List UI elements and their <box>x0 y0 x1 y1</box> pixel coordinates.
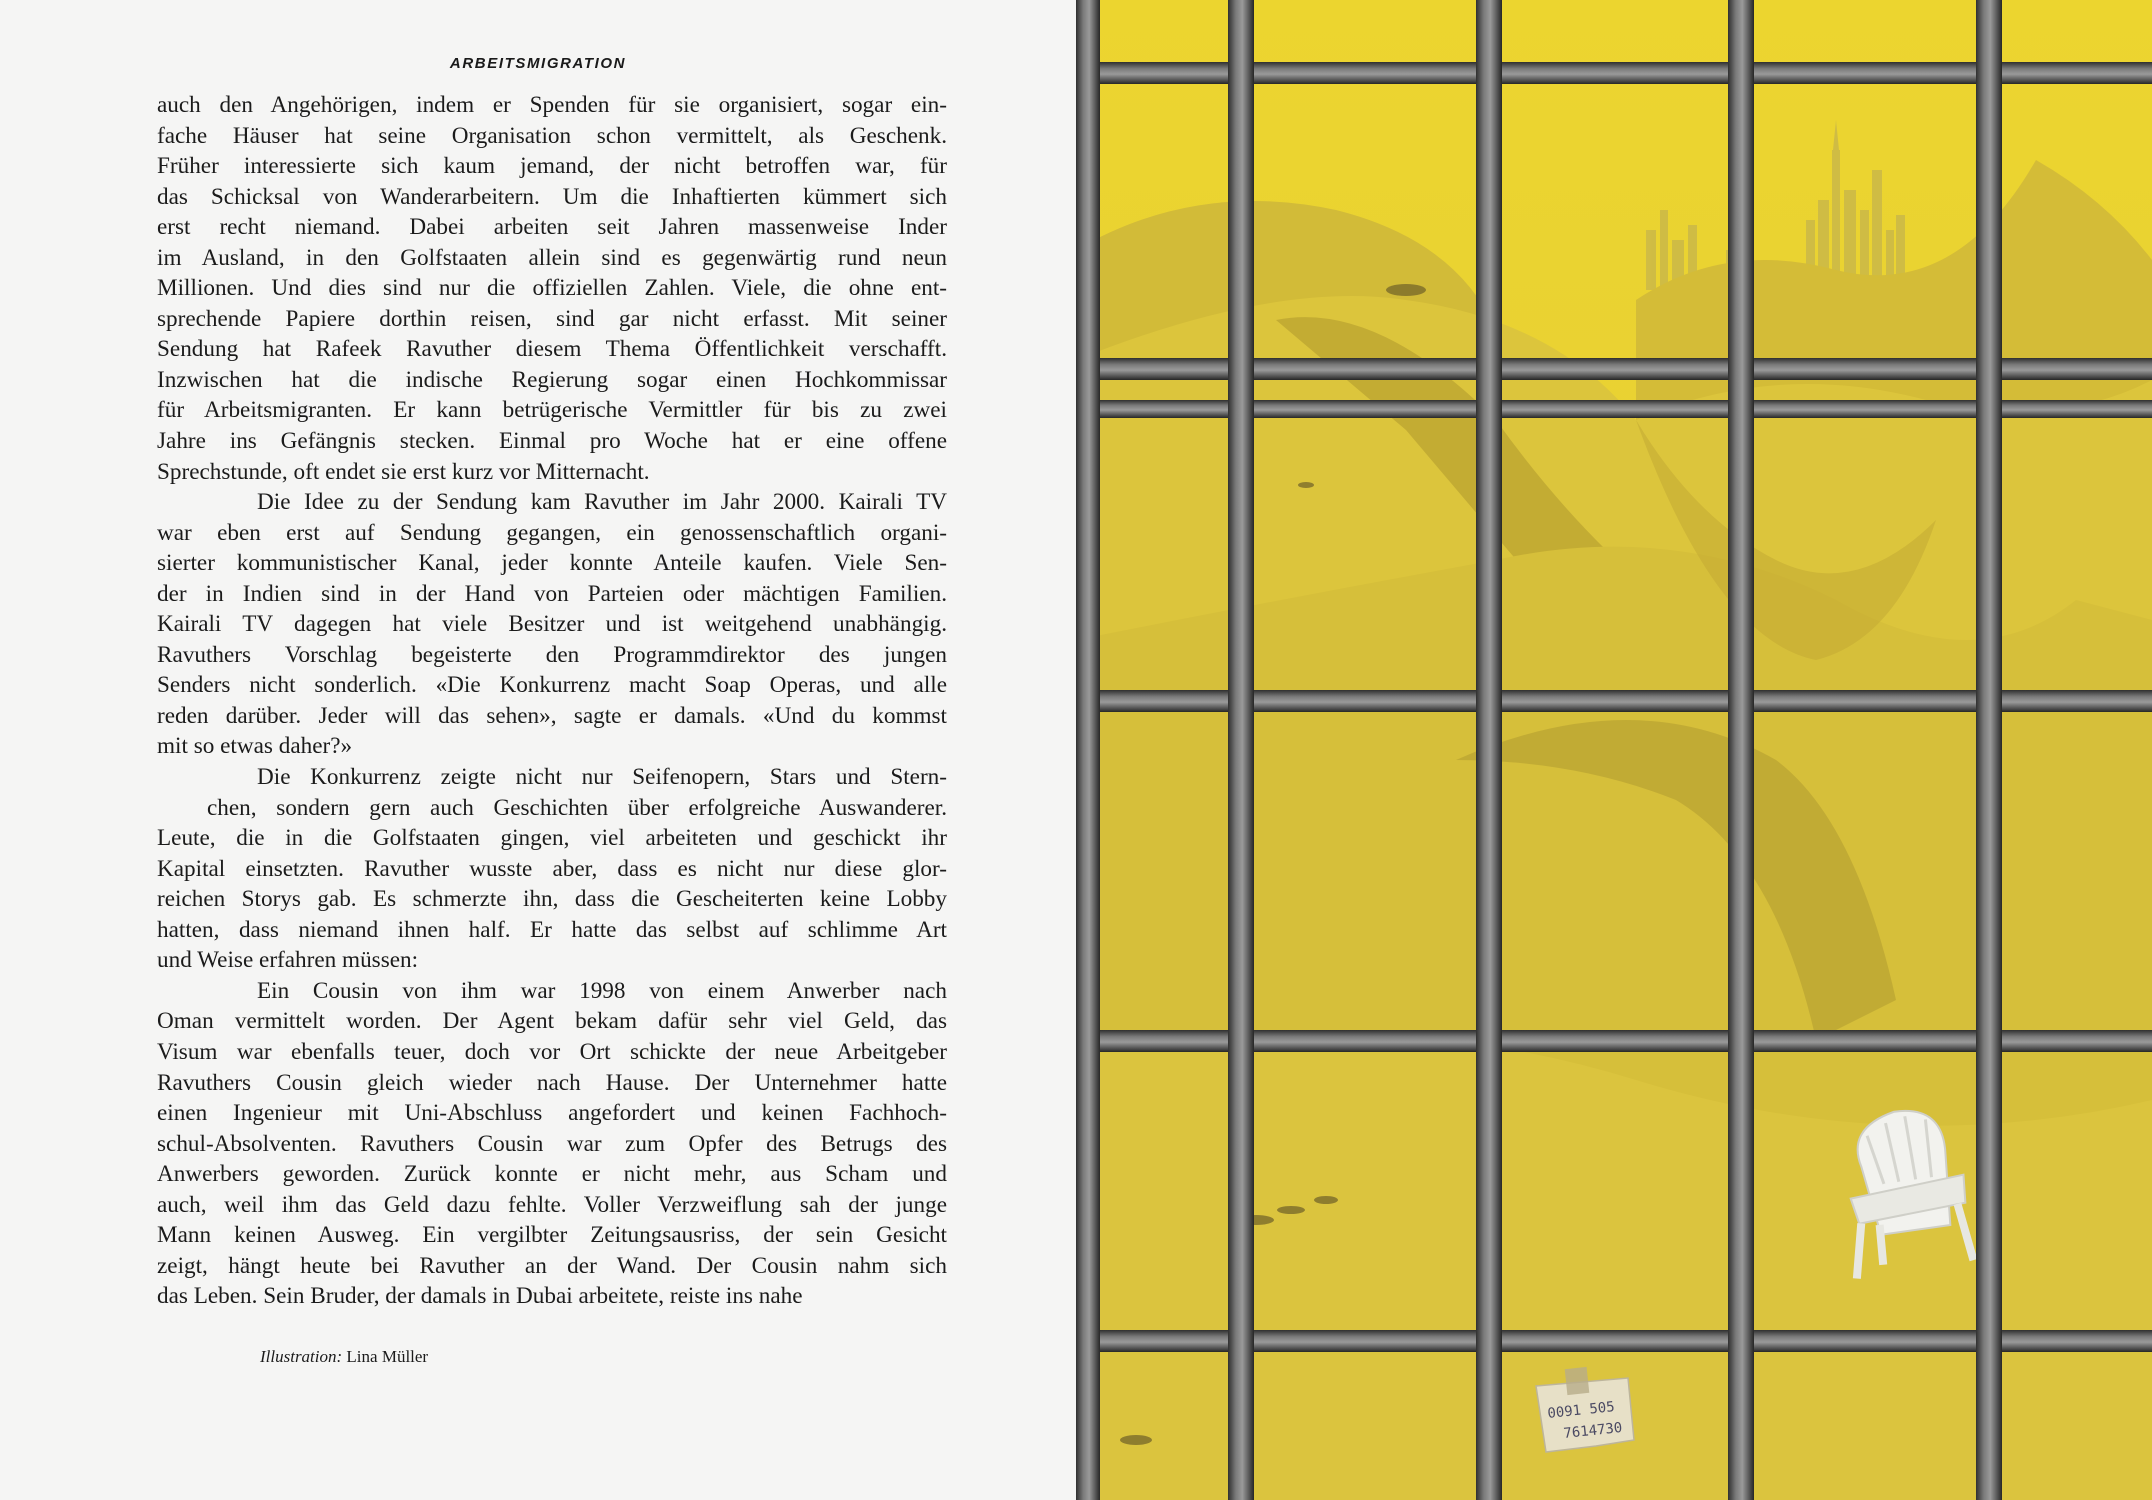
text-line: schul-Absolventen. Ravuthers Cousin war zum Opfer des Betrugs des <box>157 1130 947 1157</box>
paragraph-4 <box>157 976 947 1312</box>
text-line: Früher interessierte sich kaum jemand, der nicht betroffen war, für <box>157 153 947 180</box>
text-line: zeigt, hängt heute bei Ravuther an der Wand. Der Cousin nahm sich <box>157 1252 947 1279</box>
text-line: sierter kommunistischer Kanal, jeder konnte Anteile kaufen. Viele Sen- <box>157 550 947 577</box>
text-line: Sendung hat Rafeek Ravuther diesem Thema Öffentlichkeit verschafft. <box>157 336 947 363</box>
text-line: Kapital einsetzten. Ravuther wusste aber, dass es nicht nur diese glor- <box>157 855 947 882</box>
article-body <box>157 90 947 1312</box>
text-line: chen, sondern gern auch Geschichten über erfolgreiche Auswanderer. <box>207 794 947 821</box>
illustration-page <box>1076 0 2152 1500</box>
text-line: im Ausland, in den Golfstaaten allein sind es gegenwärtig rund neun <box>157 244 947 271</box>
paragraph-3 <box>157 762 947 976</box>
text-line: Leute, die in die Golfstaaten gingen, viel arbeiteten und geschickt ihr <box>157 825 947 852</box>
text-line: Ravuthers Vorschlag begeisterte den Programmdirektor des jungen <box>157 641 947 668</box>
text-line: das Leben. Sein Bruder, der damals in Dubai arbeitete, reiste ins nahe <box>157 1283 803 1310</box>
credit-label: Illustration: <box>260 1347 343 1366</box>
text-line: Die Konkurrenz zeigte nicht nur Seifenopern, Stars und Stern- <box>257 764 947 791</box>
text-line: Senders nicht sonderlich. «Die Konkurrenz macht Soap Operas, und alle <box>157 672 947 699</box>
text-line: hatten, dass niemand ihnen half. Er hatte das selbst auf schlimme Art <box>157 916 947 943</box>
text-line: einen Ingenieur mit Uni-Abschluss angefordert und keinen Fachhoch- <box>157 1100 947 1127</box>
note-line-1: 0091 505 <box>1546 1399 1616 1422</box>
text-line: und Weise erfahren müssen: <box>157 947 419 974</box>
text-line: Sprechstunde, oft endet sie erst kurz vor Mitternacht. <box>157 458 650 485</box>
text-line: Mann keinen Ausweg. Ein vergilbter Zeitungsausriss, der sein Gesicht <box>157 1222 947 1249</box>
text-line: fache Häuser hat seine Organisation schon vermittelt, als Geschenk. <box>157 122 947 149</box>
illustration-credit <box>260 1347 428 1367</box>
text-line: reden darüber. Jeder will das sehen», sagte er damals. «Und du kommst <box>157 702 947 729</box>
text-line: Inzwischen hat die indische Regierung sogar einen Hochkommissar <box>157 366 947 393</box>
desert-prison-illustration <box>1076 0 2152 1500</box>
text-line: erst recht niemand. Dabei arbeiten seit Jahren massenweise Inder <box>157 214 947 241</box>
text-line: Oman vermittelt worden. Der Agent bekam dafür sehr viel Geld, das <box>157 1008 947 1035</box>
text-line: auch, weil ihm das Geld dazu fehlte. Voller Verzweiflung sah der junge <box>157 1191 947 1218</box>
text-line: der in Indien sind in der Hand von Parteien oder mächtigen Familien. <box>157 580 947 607</box>
text-line: Jahre ins Gefängnis stecken. Einmal pro Woche hat er eine offene <box>157 428 947 455</box>
text-line: Ein Cousin von ihm war 1998 von einem Anwerber nach <box>257 977 947 1004</box>
text-line: Die Idee zu der Sendung kam Ravuther im Jahr 2000. Kairali TV <box>257 489 947 516</box>
text-line: Kairali TV dagegen hat viele Besitzer und ist weitgehend unabhängig. <box>157 611 947 638</box>
text-line: auch den Angehörigen, indem er Spenden für sie organisiert, sogar ein- <box>157 92 947 118</box>
note-line-2: 7614730 <box>1562 1419 1624 1442</box>
running-head: ARBEITSMIGRATION <box>449 55 627 72</box>
paragraph-1 <box>157 90 947 487</box>
text-line: sprechende Papiere dorthin reisen, sind gar nicht erfasst. Mit seiner <box>157 305 947 332</box>
credit-name: Lina Müller <box>346 1347 429 1366</box>
text-line: war eben erst auf Sendung gegangen, ein genossenschaftlich organi- <box>157 519 947 546</box>
text-line: mit so etwas daher?» <box>157 733 353 760</box>
text-line: Visum war ebenfalls teuer, doch vor Ort schickte der neue Arbeitgeber <box>157 1038 947 1065</box>
text-line: das Schicksal von Wanderarbeitern. Um die Inhaftierten kümmert sich <box>157 183 947 210</box>
text-line: für Arbeitsmigranten. Er kann betrügerische Vermittler für bis zu zwei <box>157 397 947 424</box>
text-line: Millionen. Und dies sind nur die offiziellen Zahlen. Viele, die ohne ent- <box>157 275 947 302</box>
paragraph-2 <box>157 487 947 762</box>
text-line: Ravuthers Cousin gleich wieder nach Hause. Der Unternehmer hatte <box>157 1069 947 1096</box>
text-line: reichen Storys gab. Es schmerzte ihn, dass die Gescheiterten keine Lobby <box>157 886 947 913</box>
text-line: Anwerbers geworden. Zurück konnte er nicht mehr, aus Scham und <box>157 1161 947 1188</box>
